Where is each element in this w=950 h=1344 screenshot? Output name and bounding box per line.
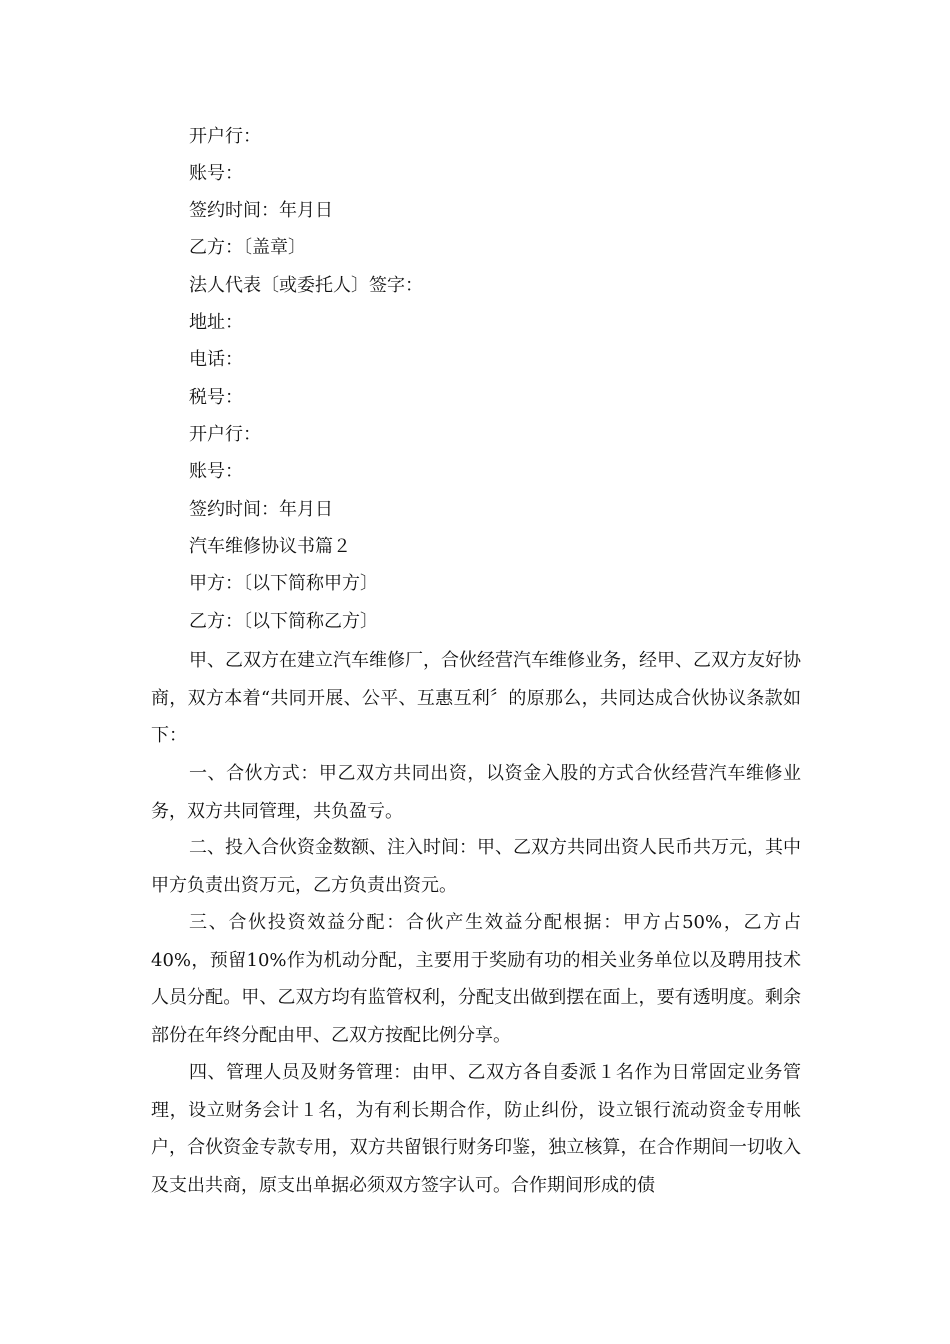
clause-3-paragraph: 三、合伙投资效益分配：合伙产生效益分配根据：甲方占50%，乙方占40%，预留10%作为机动分配，主要用于奖励有功的相关业务单位以及聘用技术人员分配。甲、乙双方均有监管权利，分配支出做到摆在面上，要有透明度。剩余部份在年终分配由甲、乙双方按配比例分享。 — [151, 912, 801, 1046]
clause-1-paragraph: 一、合伙方式：甲乙双方共同出资，以资金入股的方式合伙经营汽车维修业务，双方共同管理，共负盈亏。 — [151, 763, 801, 822]
address-line: 地址： — [189, 312, 243, 333]
phone-line: 电话： — [189, 349, 243, 370]
tax-id-line: 税号： — [189, 387, 243, 408]
party-b-line: 乙方：〔以下简称乙方〕 — [189, 611, 378, 632]
party-b-seal-line: 乙方：〔盖章〕 — [189, 237, 306, 258]
account-line-1: 账号： — [189, 163, 243, 184]
intro-paragraph: 甲、乙双方在建立汽车维修厂，合伙经营汽车维修业务，经甲、乙双方友好协商，双方本着“共同开展、公平、互惠互利〞的原那么，共同达成合伙协议条款如下： — [151, 650, 801, 746]
bank-line-2: 开户行： — [189, 424, 261, 445]
account-line-2: 账号： — [189, 461, 243, 482]
legal-rep-signature-line: 法人代表〔或委托人〕签字： — [189, 275, 423, 296]
clause-2-paragraph: 二、投入合伙资金数额、注入时间：甲、乙双方共同出资人民币共万元，其中甲方负责出资万元，乙方负责出资元。 — [151, 837, 801, 896]
clause-4-paragraph: 四、管理人员及财务管理：由甲、乙双方各自委派１名作为日常固定业务管理，设立财务会计１名，为有利长期合作，防止纠份，设立银行流动资金专用帐户，合伙资金专款专用，双方共留银行财务印鉴，独立核算，在合作期间一切收入及支出共商，原支出单据必须双方签字认可。合作期间形成的债 — [151, 1062, 801, 1196]
sign-date-line-2: 签约时间：年月日 — [189, 499, 333, 520]
party-a-line: 甲方：〔以下简称甲方〕 — [189, 573, 378, 594]
sign-date-line-1: 签约时间：年月日 — [189, 200, 333, 221]
bank-line-1: 开户行： — [189, 126, 261, 147]
section-title: 汽车维修协议书篇２ — [189, 536, 351, 557]
